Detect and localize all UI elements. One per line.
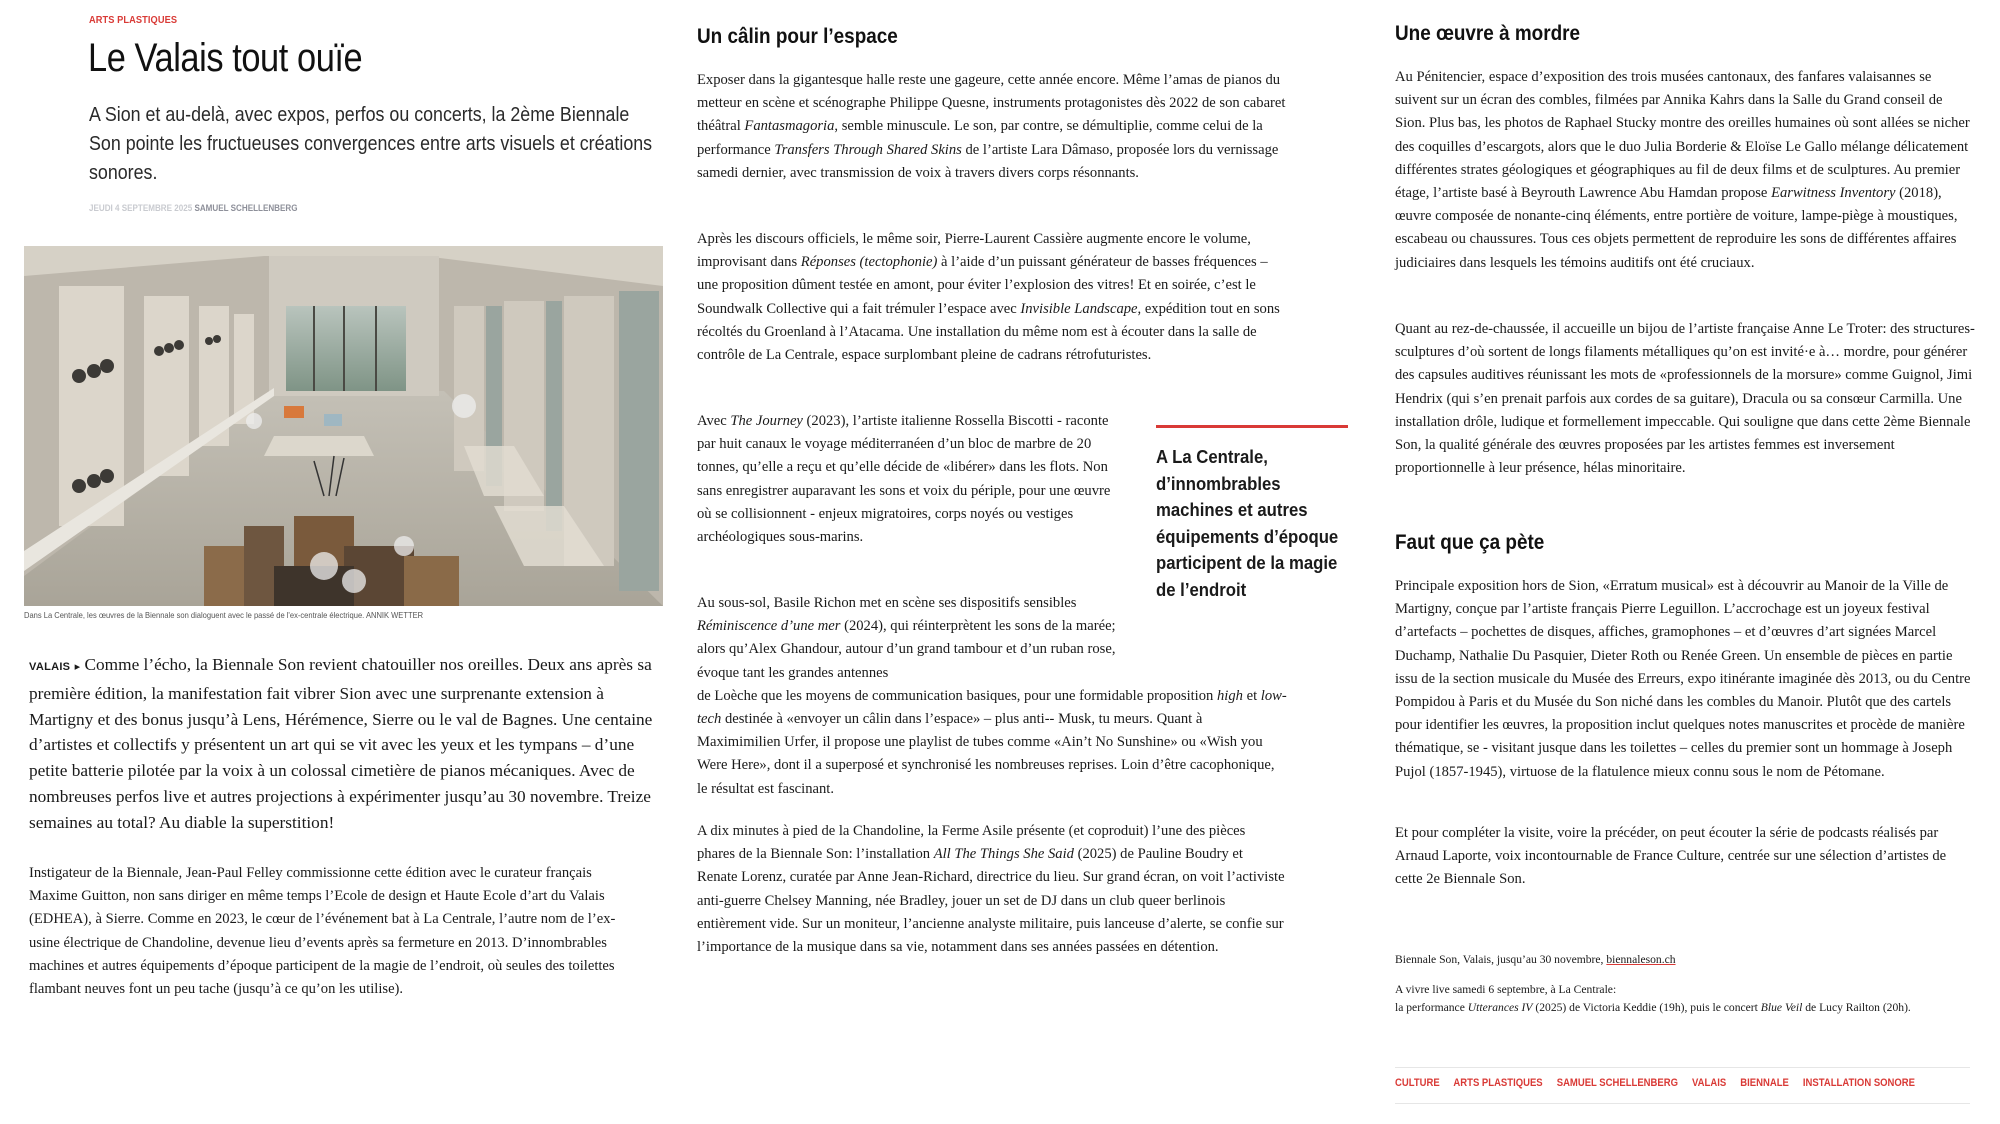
article-photo[interactable] [24,246,663,606]
section-heading-calin: Un câlin pour l’espace [697,24,898,48]
publish-date: JEUDI 4 SEPTEMBRE 2025 [89,203,193,214]
biennale-website-link[interactable]: biennaleson.ch [1606,953,1676,966]
paragraph: Exposer dans la gigantesque halle reste une gageure, cette année encore. Même l’amas de pianos du metteur en scène et scénographe Philippe Quesne, instruments protagonistes dès 2022 de son cabaret théâtral Fantasmagoria, semble minuscule. Le son, par contre, se démultiplie, comme celui de la performance Transfers Through Shared Skins de l’artiste Lara Dâmaso, proposée lors du vernissage samedi dernier, avec transmission de voix à travers divers corps résonnants. [697,72,1286,181]
article-lead: A Sion et au-delà, avec expos, perfos ou concerts, la 2ème Biennale Son pointe les fructueuses convergences entre arts visuels et créations sonores. [89,103,653,184]
tag-list [1395,1077,1926,1089]
dateline [89,203,298,214]
paragraph: Principale exposition hors de Sion, «Erratum musical» est à découvrir au Manoir de la Ville de Martigny, conçue par l’artiste français Pierre Leguillon. L’accrochage est un joyeux festival d’artefacts – pochettes de disques, affiches, gramophones – et d’œuvres d’art signées Marcel Duchamp, Nathalie Du Pasquier, Dieter Roth ou Renée Green. Un ensemble de pièces en partie issu de la section musicale du Musée des Erreurs, expo itinérante imaginée dès 2013, ou du Centre Pompidou à Paris et du Musée du Son niché dans les combles du Manoir. Plutôt que des cartels pour identifier les œuvres, la proposition inclut quelques notes manuscrites et procède de manière thématique, se - visitant jusque dans les toilettes – celles du premier sont un hommage à Joseph Pujol (1857-1945), virtuose de la flatulence mieux connu sous le nom de Pétomane. [1395,578,1971,780]
tags-top-divider [1395,1067,1970,1068]
info-line: A vivre live samedi 6 septembre, à La Centrale: [1395,983,1617,996]
dateline-location: VALAIS [29,661,71,673]
info-line: Biennale Son, Valais, jusqu’au 30 novembre, biennaleson.ch [1395,953,1676,966]
hall-photo-illustration [24,246,663,606]
tag-samuel-schellenberg[interactable]: SAMUEL SCHELLENBERG [1556,1077,1678,1089]
paragraph: Et pour compléter la visite, voire la précéder, on peut écouter la série de podcasts réalisés par Arnaud Laporte, voix incontournable de France Culture, centrée sur une sélection d’artistes de cette 2e Biennale Son. [1395,825,1947,888]
rubric-label[interactable]: ARTS PLASTIQUES [89,14,178,26]
pullquote-divider [1156,425,1348,428]
triangle-right-icon: ▸ [74,661,81,673]
info-box [1395,951,1975,1017]
section-heading-oeuvre: Une œuvre à mordre [1395,21,1581,45]
paragraph: A dix minutes à pied de la Chandoline, la Ferme Asile présente (et coproduit) l’une des pièces phares de la Biennale Son: l’installation All The Things She Said (2025) de Pauline Boudry et Renate Lorenz, curatée par Anne Jean-Richard, directrice du lieu. Sur grand écran, on voit l’activiste anti-guerre Chelsey Manning, née Bradley, jouer un set de DJ dans un club queer berlinois entièrement vide. Sur un moniteur, l’ancienne analyste militaire, puis lanceuse d’alerte, se confie sur l’importance de la musique dans sa vie, notamment dans ses années passées en détention. [697,823,1285,956]
intro-text: Comme l’écho, la Biennale Son revient chatouiller nos oreilles. Deux ans après sa première édition, la manifestation fait vibrer Sion avec une surprenante extension à Martigny et des bonus jusqu’à Lens, Hérémence, Sierre ou le val de Bagnes. Une centaine d’artistes et collectifs y présentent un art qui se vit avec les yeux et les tympans – d’une petite batterie pilotée par la voix à un colossal cimetière de pianos mécaniques. Avec de nombreuses perfos live et autres projections à expérimenter jusqu’au 30 novembre. Treize semaines au total? Au diable la superstition! [29,655,653,832]
paragraph-instigateur: Instigateur de la Biennale, Jean-Paul Felley commissionne cette édition avec le curateur français Maxime Guitton, non sans diriger en même temps l’Ecole de design et Haute Ecole d’art du Valais (EDHEA), à Sierre. Comme en 2023, le cœur de l’événement bat à La Centrale, l’autre nom de l’ex-usine électrique de Chandoline, devenue lieu d’events après sa fermeture en 2013. D’innombrables machines et autres équipements d’époque participent de la magie de l’endroit, où seules des toilettes flambant neuves font un peu tache (jusqu’à ce qu’on les utilise). [29,865,616,998]
info-line: la performance Utterances IV (2025) de Victoria Keddie (19h), puis le concert Blue Veil de Lucy Railton (20h). [1395,1001,1911,1014]
tag-biennale[interactable]: BIENNALE [1740,1077,1789,1089]
section-heading-faut: Faut que ça pète [1395,530,1545,554]
paragraph: Après les discours officiels, le même soir, Pierre-Laurent Cassière augmente encore le volume, improvisant dans Réponses (tectophonie) à l’aide d’un puissant générateur de basses fréquences – une proposition dûment testée en amont, pour éviter l’explosion des vitres! Et en soirée, c’est le Soundwalk Collective qui a fait trémuler l’espace avec Invisible Landscape, expédition tout en sons récoltés du Groenland à l’Atacama. Une installation du même nom est à écouter dans la salle de contrôle de La Centrale, espace surplombant pleine de cadrans rétrofuturistes. [697,231,1280,364]
tag-installation-sonore[interactable]: INSTALLATION SONORE [1802,1077,1915,1089]
intro-paragraph [29,652,669,836]
tag-valais[interactable]: VALAIS [1692,1077,1727,1089]
pullquote: A La Centrale, d’innombrables machines et autres équipements d’époque participent de la magie de l’endroit [1156,446,1339,600]
author-link[interactable]: SAMUEL SCHELLENBERG [194,203,298,214]
article-title: Le Valais tout ouïe [88,36,363,80]
paragraph: Avec The Journey (2023), l’artiste italienne Rossella Biscotti - raconte par huit canaux le voyage méditerranéen d’un bloc de marbre de 20 tonnes, qu’elle a reçu et qu’elle décide de «libérer» dans les flots. Non sans enregistrer auparavant les sons et voix du périple, pour une œuvre où se collisionnent - enjeux migratoires, corps noyés ou vestiges archéologiques sous-marins. [697,413,1111,546]
paragraph: Au sous-sol, Basile Richon met en scène ses dispositifs sensibles Réminiscence d’une mer (2024), qui réinterprètent les sons de la marée; alors qu’Alex Ghandour, autour d’un grand tambour et d’un ruban rose, évoque tant les grandes antennes de Loèche que les moyens de communication basiques, pour une formidable proposition high et low-tech destinée à «envoyer un câlin dans l’espace» – plus anti-- Musk, tu meurs. Quant à Maximimilien Urfer, il propose une playlist de tubes comme «Ain’t No Sunshine» ou «Wish you Were Here», dont il a superposé et synchronisé les nombreuses reprises. Loin d’être cacophonique, le résultat est fascinant. [697,595,1287,797]
paragraph: Au Pénitencier, espace d’exposition des trois musées cantonaux, des fanfares valaisannes se suivent sur un écran des combles, filmées par Annika Kahrs dans la Salle du Grand conseil de Sion. Plus bas, les photos de Raphael Stucky montre des oreilles humaines où sont allées se nicher des coquilles d’escargots, alors que le duo Julia Borderie & Eloïse Le Gallo mélange délicatement différentes strates géologiques et géographiques au fil de deux films et de sculptures. Au premier étage, l’artiste basé à Beyrouth Lawrence Abu Hamdan propose Earwitness Inventory (2018), œuvre composée de nonante-cinq éléments, entre portière de voiture, lampe-piège à moustiques, escabeau ou chaussures. Tous ces objets permettent de reproduire les sons de différentes affaires judiciaires dans lesquels les témoins auditifs ont été cruciaux. [1395,69,1970,271]
paragraph: Quant au rez-de-chaussée, il accueille un bijou de l’artiste française Anne Le Troter: des structures-sculptures d’où sortent de longs filaments métalliques qu’on est invité·e à… mordre, pour générer des capsules auditives réunissant les mots de «professionnels de la morsure» comme Guignol, Jimi Hendrix (qui s’en prenait parfois aux cordes de sa guitare), Dracula ou sa consœur Carmilla. Une installation drôle, ludique et formellement impeccable. Qui souligne que dans cette 2ème Biennale Son, la qualité générale des œuvres proposées par les artistes femmes est inversement proportionnelle à leur présence, hélas minoritaire. [1395,321,1975,477]
tag-arts-plastiques[interactable]: ARTS PLASTIQUES [1453,1077,1543,1089]
tags-bottom-divider [1395,1103,1970,1104]
photo-caption: Dans La Centrale, les œuvres de la Biennale son dialoguent avec le passé de l'ex-centrale électrique. ANNIK WETTER [24,610,424,620]
tag-culture[interactable]: CULTURE [1395,1077,1440,1089]
